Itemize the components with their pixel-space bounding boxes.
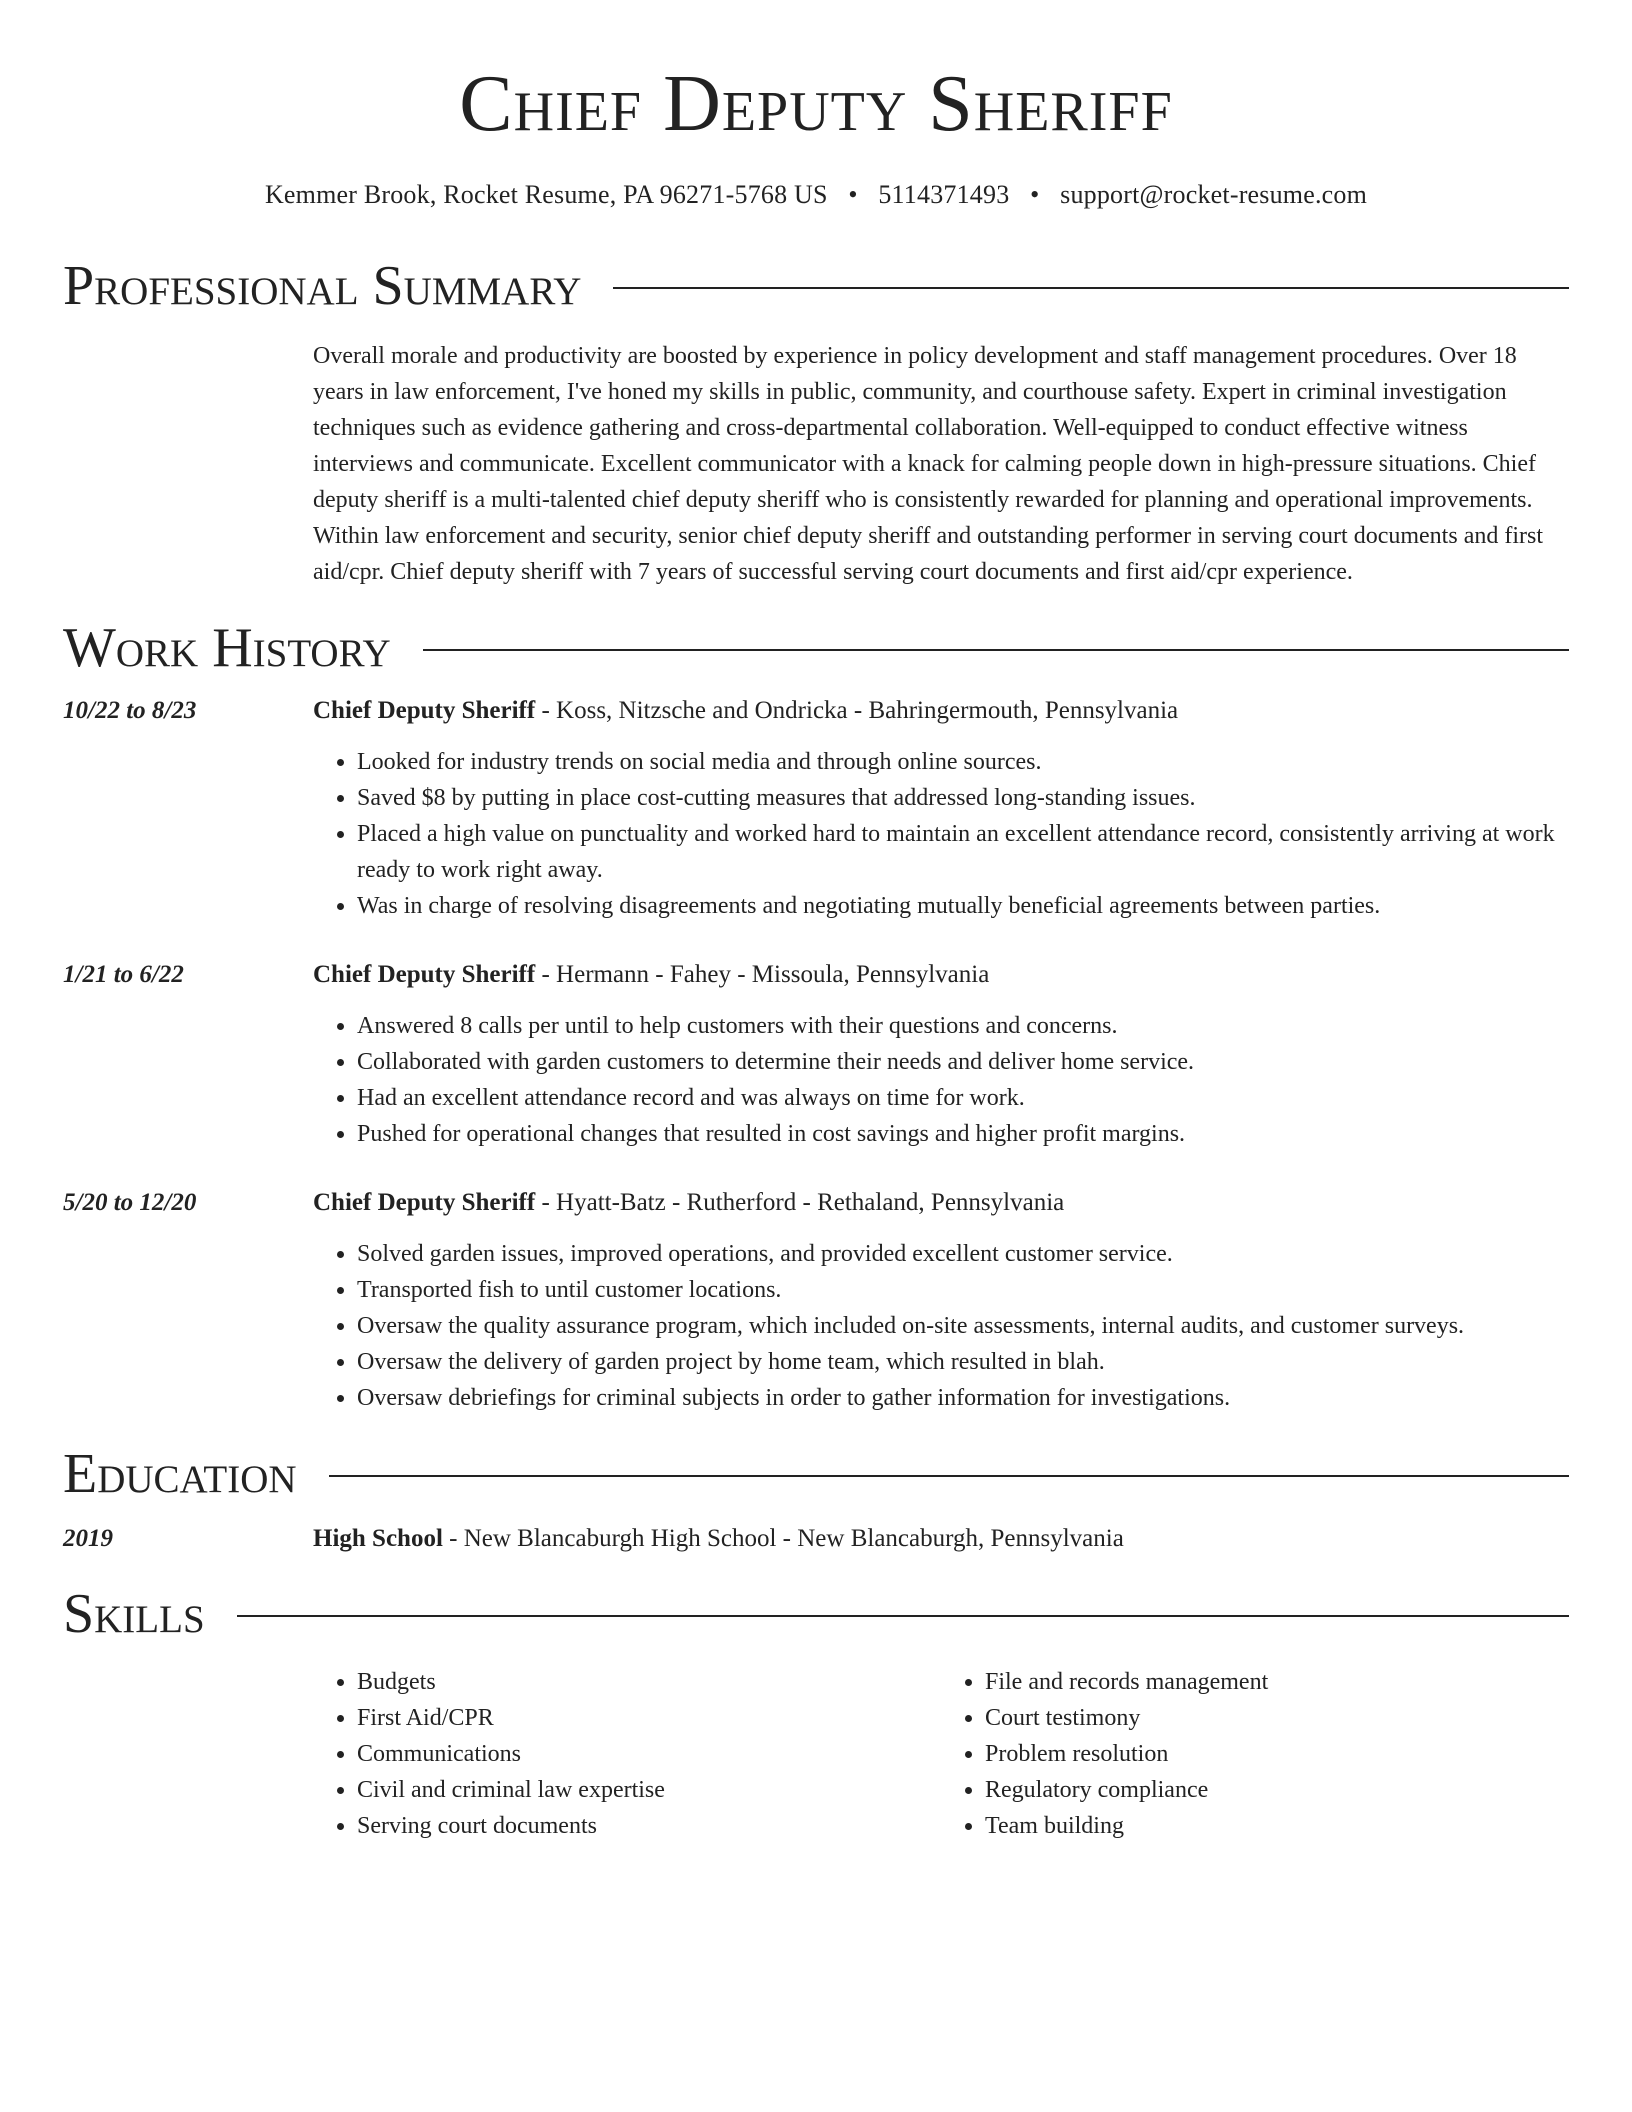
job-entry <box>63 694 1569 924</box>
education-title-line <box>313 1522 1569 1556</box>
job-bullet: • Oversaw the delivery of garden project by home team, which resulted in blah. <box>357 1344 1569 1380</box>
job-role: Chief Deputy Sheriff <box>313 1189 536 1216</box>
job-bullet: • Was in charge of resolving disagreements and negotiating mutually beneficial agreements between parties. <box>357 888 1569 924</box>
section-divider <box>237 1615 1569 1617</box>
work-section-title: Work History <box>63 617 391 679</box>
job-employer: - Koss, Nitzsche and Ondricka - Bahringermouth, Pennsylvania <box>535 697 1179 724</box>
skill-item: • First Aid/CPR <box>357 1700 941 1736</box>
job-body <box>313 694 1569 924</box>
section-divider <box>613 287 1569 289</box>
education-year: 2019 <box>63 1525 113 1552</box>
job-bullet: • Had an excellent attendance record and was always on time for work. <box>357 1080 1569 1116</box>
job-title-line <box>313 1186 1569 1220</box>
contact-separator: • <box>1030 180 1040 209</box>
skills-column-left <box>313 1664 941 1844</box>
skill-item: • Court testimony <box>985 1700 1569 1736</box>
summary-section-header <box>63 255 1569 317</box>
job-bullet: • Oversaw the quality assurance program, which included on-site assessments, internal audits, and customer surveys. <box>357 1308 1569 1344</box>
job-title-line <box>313 694 1569 728</box>
job-role: Chief Deputy Sheriff <box>313 697 536 724</box>
skill-item: • Budgets <box>357 1664 941 1700</box>
resume-name: Chief Deputy Sheriff <box>459 60 1173 148</box>
contact-phone: 5114371493 <box>878 180 1010 209</box>
job-bullets <box>313 1236 1569 1416</box>
job-bullet: • Looked for industry trends on social media and through online sources. <box>357 744 1569 780</box>
job-entry <box>63 958 1569 1152</box>
job-bullet: • Collaborated with garden customers to determine their needs and deliver home service. <box>357 1044 1569 1080</box>
contact-address: Kemmer Brook, Rocket Resume, PA 96271-5768 US <box>264 180 828 209</box>
skills-section-header <box>63 1583 1569 1645</box>
job-bullets <box>313 744 1569 924</box>
education-section-header <box>63 1443 1569 1505</box>
job-body <box>313 958 1569 1152</box>
job-bullet: • Answered 8 calls per until to help customers with their questions and concerns. <box>357 1008 1569 1044</box>
skill-item: • Civil and criminal law expertise <box>357 1772 941 1808</box>
contact-email: support@rocket-resume.com <box>1060 180 1368 209</box>
job-employer: - Hyatt-Batz - Rutherford - Rethaland, Pennsylvania <box>535 1189 1065 1216</box>
work-section-header <box>63 617 1569 679</box>
skills-section-title: Skills <box>63 1583 205 1645</box>
skill-item: • Regulatory compliance <box>985 1772 1569 1808</box>
job-body <box>313 1186 1569 1416</box>
job-dates: 5/20 to 12/20 <box>63 1189 197 1216</box>
education-entry <box>63 1522 1569 1556</box>
job-bullets <box>313 1008 1569 1152</box>
section-divider <box>423 649 1569 651</box>
job-bullet: • Solved garden issues, improved operations, and provided excellent customer service. <box>357 1236 1569 1272</box>
summary-section-title: Professional Summary <box>63 255 582 317</box>
job-entry <box>63 1186 1569 1416</box>
section-divider <box>329 1475 1569 1477</box>
skill-item: • Serving court documents <box>357 1808 941 1844</box>
job-bullet: • Oversaw debriefings for criminal subjects in order to gather information for investigations. <box>357 1380 1569 1416</box>
job-title-line <box>313 958 1569 992</box>
education-school: - New Blancaburgh High School - New Blancaburgh, Pennsylvania <box>442 1525 1124 1552</box>
job-role: Chief Deputy Sheriff <box>313 961 536 988</box>
skills-list <box>313 1664 1569 1844</box>
job-bullet: • Placed a high value on punctuality and worked hard to maintain an excellent attendance record, consistently arriving at work ready to work right away. <box>357 816 1569 888</box>
contact-line <box>63 180 1569 210</box>
job-dates: 1/21 to 6/22 <box>63 961 184 988</box>
skills-column-right <box>941 1664 1569 1844</box>
contact-separator: • <box>848 180 858 209</box>
job-dates: 10/22 to 8/23 <box>63 697 197 724</box>
skill-item: • Problem resolution <box>985 1736 1569 1772</box>
skill-item: • Communications <box>357 1736 941 1772</box>
education-degree: High School <box>313 1525 443 1552</box>
summary-text: Overall morale and productivity are boosted by experience in policy development and staff management procedures. Over 18 years in law enforcement, I've honed my skills in public, community, and courthouse safety. Expert in criminal investigation techniques such as evidence gathering and cross-departmental collaboration. Well-equipped to conduct effective witness interviews and communicate. Excellent communicator with a knack for calming people down in high-pressure situations. Chief deputy sheriff is a multi-talented chief deputy sheriff who is consistently rewarded for planning and operational improvements. Within law enforcement and security, senior chief deputy sheriff and outstanding performer in serving court documents and first aid/cpr. Chief deputy sheriff with 7 years of successful serving court documents and first aid/cpr experience. <box>313 343 1543 585</box>
job-employer: - Hermann - Fahey - Missoula, Pennsylvania <box>535 961 990 988</box>
job-bullet: • Pushed for operational changes that resulted in cost savings and higher profit margins. <box>357 1116 1569 1152</box>
education-body <box>313 1522 1569 1556</box>
job-bullet: • Saved $8 by putting in place cost-cutting measures that addressed long-standing issues. <box>357 780 1569 816</box>
skill-item: • File and records management <box>985 1664 1569 1700</box>
job-bullet: • Transported fish to until customer locations. <box>357 1272 1569 1308</box>
education-section-title: Education <box>63 1443 297 1505</box>
skill-item: • Team building <box>985 1808 1569 1844</box>
